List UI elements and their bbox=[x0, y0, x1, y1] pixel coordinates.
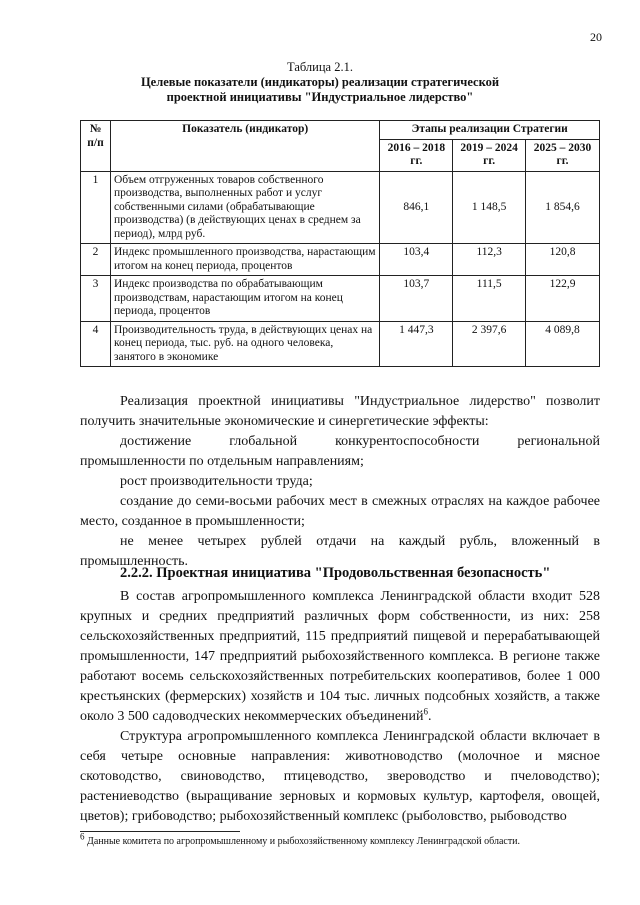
paragraph: создание до семи-восьми рабочих мест в смежных отраслях на каждое рабочее место, созданное в промышленности; bbox=[80, 494, 600, 529]
paragraph: рост производительности труда; bbox=[120, 474, 313, 489]
footnote bbox=[80, 831, 600, 848]
header-period-3: 2025 – 2030 гг. bbox=[526, 139, 600, 171]
row-value: 2 397,6 bbox=[453, 321, 526, 367]
row-value: 120,8 bbox=[526, 244, 600, 276]
row-value: 122,9 bbox=[526, 276, 600, 322]
row-indicator: Объем отгруженных товаров собственного производства, выполненных работ и услуг собственными силами (обрабатывающие производства) (в действующих ценах в среднем за период), млрд руб. bbox=[110, 171, 379, 244]
paragraph bbox=[80, 587, 600, 727]
header-period-1: 2016 – 2018 гг. bbox=[380, 139, 453, 171]
row-indicator: Индекс промышленного производства, нарастающим итогом на конец периода, процентов bbox=[110, 244, 379, 276]
section-text bbox=[80, 587, 600, 827]
footnote-ref[interactable]: 6 bbox=[423, 706, 429, 717]
row-number: 1 bbox=[81, 171, 111, 244]
effects-text bbox=[80, 392, 600, 572]
footnote-number: 6 bbox=[80, 831, 85, 842]
table-title-line2: проектной инициативы "Индустриальное лидерство" bbox=[166, 90, 474, 104]
header-num: № п/п bbox=[81, 121, 111, 172]
row-value: 4 089,8 bbox=[526, 321, 600, 367]
header-indicator: Показатель (индикатор) bbox=[110, 121, 379, 172]
paragraph: достижение глобальной конкурентоспособности региональной промышленности по отдельным направлениям; bbox=[80, 434, 600, 469]
paragraph: Реализация проектной инициативы "Индустриальное лидерство" позволит получить значительные экономические и синергетические эффекты: bbox=[80, 394, 600, 429]
table-row bbox=[81, 244, 600, 276]
paragraph-text: В состав агропромышленного комплекса Ленинградской области входит 528 крупных и средних предприятий различных форм собственности, из них: 258 сельскохозяйственных предприятий, 115 предприятий пищевой и перерабатывающей промышленности, 147 предприятий рыбохозяйственного комплекса. В регионе также работают восемь сельскохозяйственных потребительских кооперативов, более 1 000 крестьянских (фермерских) хозяйств и 104 тыс. личных подсобных хозяйств, а также около 3 500 садоводческих некоммерческих объединений bbox=[80, 589, 600, 724]
row-value: 1 447,3 bbox=[380, 321, 453, 367]
table-title-line1: Целевые показатели (индикаторы) реализации стратегической bbox=[140, 75, 500, 89]
row-value: 111,5 bbox=[453, 276, 526, 322]
paragraph: Структура агропромышленного комплекса Ленинградской области включает в себя четыре основные направления: животноводство (молочное и мясное скотоводство, свиноводство, птицеводство, звероводство и пчеловодство); растениеводство (выращивание зерновых и кормовых культур, картофеля, овощей, цветов); грибоводство; рыбохозяйственный комплекс (рыболовство, рыбоводство bbox=[80, 729, 600, 824]
table-row bbox=[81, 171, 600, 244]
row-value: 846,1 bbox=[380, 171, 453, 244]
row-value: 1 148,5 bbox=[453, 171, 526, 244]
row-number: 4 bbox=[81, 321, 111, 367]
indicators-table bbox=[80, 120, 600, 367]
table-row bbox=[81, 321, 600, 367]
row-indicator: Производительность труда, в действующих ценах на конец периода, тыс. руб. на одного человека, занятого в экономике bbox=[110, 321, 379, 367]
table-caption-label: Таблица 2.1. bbox=[287, 60, 353, 74]
row-number: 3 bbox=[81, 276, 111, 322]
header-stages: Этапы реализации Стратегии bbox=[380, 121, 600, 140]
paragraph: не менее четырех рублей отдачи на каждый рубль, вложенный в промышленность. bbox=[80, 534, 600, 569]
row-value: 1 854,6 bbox=[526, 171, 600, 244]
row-value: 103,4 bbox=[380, 244, 453, 276]
row-value: 112,3 bbox=[453, 244, 526, 276]
section-heading: 2.2.2. Проектная инициатива "Продовольственная безопасность" bbox=[120, 565, 551, 581]
footnote-divider bbox=[80, 831, 240, 832]
row-value: 103,7 bbox=[380, 276, 453, 322]
table-row bbox=[81, 276, 600, 322]
row-number: 2 bbox=[81, 244, 111, 276]
paragraph-end: . bbox=[428, 709, 432, 724]
table-caption bbox=[0, 60, 640, 105]
footnote-text: Данные комитета по агропромышленному и рыбохозяйственному комплексу Ленинградской области. bbox=[84, 836, 521, 847]
header-period-2: 2019 – 2024 гг. bbox=[453, 139, 526, 171]
row-indicator: Индекс производства по обрабатывающим производствам, нарастающим итогом на конец периода, процентов bbox=[110, 276, 379, 322]
page-number: 20 bbox=[590, 30, 602, 44]
